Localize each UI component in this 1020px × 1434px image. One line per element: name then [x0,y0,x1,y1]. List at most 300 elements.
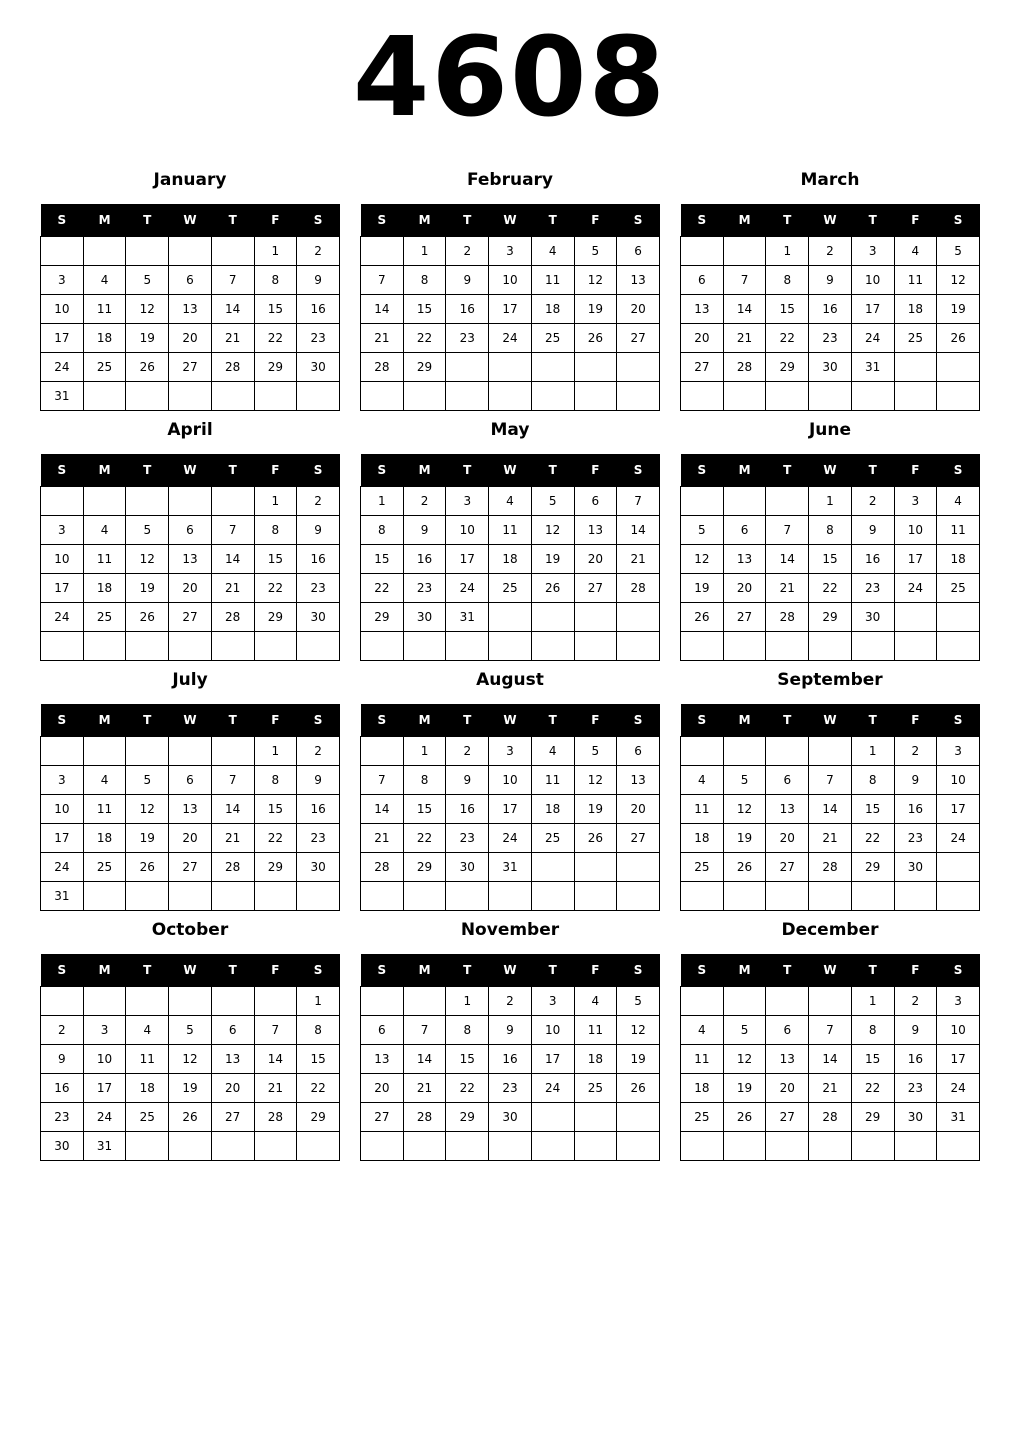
day-cell[interactable]: 8 [446,1016,489,1045]
day-cell[interactable]: 21 [361,824,404,853]
day-cell[interactable]: 16 [297,545,340,574]
day-cell[interactable]: 27 [169,353,212,382]
day-cell[interactable]: 19 [126,824,169,853]
day-cell[interactable]: 29 [361,603,404,632]
day-cell[interactable]: 8 [851,766,894,795]
day-cell[interactable]: 28 [211,353,254,382]
day-cell[interactable]: 5 [937,237,980,266]
day-cell[interactable]: 15 [403,795,446,824]
day-cell[interactable]: 6 [766,766,809,795]
day-cell[interactable]: 23 [446,324,489,353]
day-cell[interactable]: 5 [617,987,660,1016]
day-cell[interactable]: 21 [723,324,766,353]
day-cell[interactable]: 7 [361,266,404,295]
day-cell[interactable]: 30 [297,853,340,882]
day-cell[interactable]: 19 [574,295,617,324]
day-cell[interactable]: 12 [574,266,617,295]
day-cell[interactable]: 14 [809,795,852,824]
day-cell[interactable]: 6 [211,1016,254,1045]
day-cell[interactable]: 8 [403,266,446,295]
day-cell[interactable]: 27 [766,1103,809,1132]
day-cell[interactable]: 2 [297,487,340,516]
day-cell[interactable]: 2 [894,987,937,1016]
day-cell[interactable]: 28 [766,603,809,632]
day-cell[interactable]: 26 [126,853,169,882]
day-cell[interactable]: 27 [574,574,617,603]
day-cell[interactable]: 25 [894,324,937,353]
day-cell[interactable]: 7 [211,516,254,545]
day-cell[interactable]: 14 [617,516,660,545]
day-cell[interactable]: 31 [937,1103,980,1132]
day-cell[interactable]: 2 [297,737,340,766]
day-cell[interactable]: 19 [574,795,617,824]
day-cell[interactable]: 1 [254,237,297,266]
day-cell[interactable]: 18 [894,295,937,324]
day-cell[interactable]: 16 [297,795,340,824]
day-cell[interactable]: 26 [681,603,724,632]
day-cell[interactable]: 15 [254,295,297,324]
day-cell[interactable]: 18 [531,295,574,324]
day-cell[interactable]: 23 [489,1074,532,1103]
day-cell[interactable]: 15 [766,295,809,324]
day-cell[interactable]: 28 [361,353,404,382]
day-cell[interactable]: 19 [937,295,980,324]
day-cell[interactable]: 14 [723,295,766,324]
day-cell[interactable]: 3 [851,237,894,266]
day-cell[interactable]: 12 [574,766,617,795]
day-cell[interactable]: 4 [531,737,574,766]
day-cell[interactable]: 22 [254,824,297,853]
day-cell[interactable]: 28 [211,603,254,632]
day-cell[interactable]: 3 [41,266,84,295]
day-cell[interactable]: 15 [361,545,404,574]
day-cell[interactable]: 14 [254,1045,297,1074]
day-cell[interactable]: 25 [681,853,724,882]
day-cell[interactable]: 4 [83,266,126,295]
day-cell[interactable]: 1 [446,987,489,1016]
day-cell[interactable]: 23 [41,1103,84,1132]
day-cell[interactable]: 20 [681,324,724,353]
day-cell[interactable]: 6 [361,1016,404,1045]
day-cell[interactable]: 27 [617,824,660,853]
day-cell[interactable]: 24 [489,324,532,353]
day-cell[interactable]: 8 [403,766,446,795]
day-cell[interactable]: 17 [41,324,84,353]
day-cell[interactable]: 24 [41,853,84,882]
day-cell[interactable]: 27 [723,603,766,632]
day-cell[interactable]: 10 [489,266,532,295]
day-cell[interactable]: 16 [446,795,489,824]
day-cell[interactable]: 30 [41,1132,84,1161]
day-cell[interactable]: 17 [531,1045,574,1074]
day-cell[interactable]: 8 [851,1016,894,1045]
day-cell[interactable]: 26 [531,574,574,603]
day-cell[interactable]: 6 [617,237,660,266]
day-cell[interactable]: 12 [723,795,766,824]
day-cell[interactable]: 6 [169,516,212,545]
day-cell[interactable]: 4 [126,1016,169,1045]
day-cell[interactable]: 13 [681,295,724,324]
day-cell[interactable]: 30 [851,603,894,632]
day-cell[interactable]: 17 [41,574,84,603]
day-cell[interactable]: 7 [809,1016,852,1045]
day-cell[interactable]: 11 [681,1045,724,1074]
day-cell[interactable]: 9 [446,766,489,795]
day-cell[interactable]: 19 [126,324,169,353]
day-cell[interactable]: 22 [254,324,297,353]
day-cell[interactable]: 4 [489,487,532,516]
day-cell[interactable]: 20 [169,824,212,853]
day-cell[interactable]: 1 [361,487,404,516]
day-cell[interactable]: 9 [851,516,894,545]
day-cell[interactable]: 17 [489,795,532,824]
day-cell[interactable]: 3 [83,1016,126,1045]
day-cell[interactable]: 17 [41,824,84,853]
day-cell[interactable]: 3 [41,766,84,795]
day-cell[interactable]: 14 [211,795,254,824]
day-cell[interactable]: 22 [851,824,894,853]
day-cell[interactable]: 17 [894,545,937,574]
day-cell[interactable]: 15 [254,795,297,824]
day-cell[interactable]: 14 [766,545,809,574]
day-cell[interactable]: 30 [809,353,852,382]
day-cell[interactable]: 6 [169,266,212,295]
day-cell[interactable]: 29 [297,1103,340,1132]
day-cell[interactable]: 22 [361,574,404,603]
day-cell[interactable]: 12 [617,1016,660,1045]
day-cell[interactable]: 11 [531,266,574,295]
day-cell[interactable]: 27 [169,603,212,632]
day-cell[interactable]: 9 [403,516,446,545]
day-cell[interactable]: 13 [169,295,212,324]
day-cell[interactable]: 2 [446,237,489,266]
day-cell[interactable]: 26 [126,353,169,382]
day-cell[interactable]: 19 [531,545,574,574]
day-cell[interactable]: 22 [809,574,852,603]
day-cell[interactable]: 30 [894,1103,937,1132]
day-cell[interactable]: 2 [809,237,852,266]
day-cell[interactable]: 18 [126,1074,169,1103]
day-cell[interactable]: 10 [41,545,84,574]
day-cell[interactable]: 9 [41,1045,84,1074]
day-cell[interactable]: 24 [937,1074,980,1103]
day-cell[interactable]: 30 [403,603,446,632]
day-cell[interactable]: 3 [531,987,574,1016]
day-cell[interactable]: 25 [531,324,574,353]
day-cell[interactable]: 12 [126,795,169,824]
day-cell[interactable]: 2 [41,1016,84,1045]
day-cell[interactable]: 13 [574,516,617,545]
day-cell[interactable]: 19 [723,824,766,853]
day-cell[interactable]: 9 [297,266,340,295]
day-cell[interactable]: 31 [446,603,489,632]
day-cell[interactable]: 13 [723,545,766,574]
day-cell[interactable]: 13 [211,1045,254,1074]
day-cell[interactable]: 5 [531,487,574,516]
day-cell[interactable]: 21 [617,545,660,574]
day-cell[interactable]: 30 [446,853,489,882]
day-cell[interactable]: 10 [894,516,937,545]
day-cell[interactable]: 27 [681,353,724,382]
day-cell[interactable]: 1 [766,237,809,266]
day-cell[interactable]: 8 [766,266,809,295]
day-cell[interactable]: 12 [681,545,724,574]
day-cell[interactable]: 11 [489,516,532,545]
day-cell[interactable]: 24 [41,353,84,382]
day-cell[interactable]: 7 [254,1016,297,1045]
day-cell[interactable]: 24 [851,324,894,353]
day-cell[interactable]: 21 [211,324,254,353]
day-cell[interactable]: 11 [531,766,574,795]
day-cell[interactable]: 28 [617,574,660,603]
day-cell[interactable]: 16 [851,545,894,574]
day-cell[interactable]: 24 [937,824,980,853]
day-cell[interactable]: 9 [894,766,937,795]
day-cell[interactable]: 19 [126,574,169,603]
day-cell[interactable]: 18 [681,1074,724,1103]
day-cell[interactable]: 10 [531,1016,574,1045]
day-cell[interactable]: 24 [446,574,489,603]
day-cell[interactable]: 3 [41,516,84,545]
day-cell[interactable]: 2 [297,237,340,266]
day-cell[interactable]: 15 [297,1045,340,1074]
day-cell[interactable]: 11 [126,1045,169,1074]
day-cell[interactable]: 23 [297,824,340,853]
day-cell[interactable]: 29 [254,603,297,632]
day-cell[interactable]: 26 [723,853,766,882]
day-cell[interactable]: 7 [211,266,254,295]
day-cell[interactable]: 18 [937,545,980,574]
day-cell[interactable]: 5 [169,1016,212,1045]
day-cell[interactable]: 8 [254,516,297,545]
day-cell[interactable]: 8 [809,516,852,545]
day-cell[interactable]: 4 [83,766,126,795]
day-cell[interactable]: 26 [574,824,617,853]
day-cell[interactable]: 3 [489,237,532,266]
day-cell[interactable]: 15 [809,545,852,574]
day-cell[interactable]: 29 [851,1103,894,1132]
day-cell[interactable]: 20 [211,1074,254,1103]
day-cell[interactable]: 6 [617,737,660,766]
day-cell[interactable]: 22 [403,324,446,353]
day-cell[interactable]: 16 [403,545,446,574]
day-cell[interactable]: 4 [531,237,574,266]
day-cell[interactable]: 18 [681,824,724,853]
day-cell[interactable]: 21 [254,1074,297,1103]
day-cell[interactable]: 30 [297,353,340,382]
day-cell[interactable]: 21 [809,1074,852,1103]
day-cell[interactable]: 10 [41,795,84,824]
day-cell[interactable]: 8 [297,1016,340,1045]
day-cell[interactable]: 29 [254,853,297,882]
day-cell[interactable]: 23 [809,324,852,353]
day-cell[interactable]: 25 [531,824,574,853]
day-cell[interactable]: 7 [809,766,852,795]
day-cell[interactable]: 11 [83,545,126,574]
day-cell[interactable]: 9 [446,266,489,295]
day-cell[interactable]: 4 [894,237,937,266]
day-cell[interactable]: 20 [617,295,660,324]
day-cell[interactable]: 29 [446,1103,489,1132]
day-cell[interactable]: 10 [446,516,489,545]
day-cell[interactable]: 5 [574,737,617,766]
day-cell[interactable]: 20 [617,795,660,824]
day-cell[interactable]: 19 [681,574,724,603]
day-cell[interactable]: 29 [403,353,446,382]
day-cell[interactable]: 12 [723,1045,766,1074]
day-cell[interactable]: 20 [766,1074,809,1103]
day-cell[interactable]: 9 [809,266,852,295]
day-cell[interactable]: 21 [403,1074,446,1103]
day-cell[interactable]: 9 [489,1016,532,1045]
day-cell[interactable]: 24 [489,824,532,853]
day-cell[interactable]: 21 [211,824,254,853]
day-cell[interactable]: 28 [809,1103,852,1132]
day-cell[interactable]: 9 [297,766,340,795]
day-cell[interactable]: 17 [851,295,894,324]
day-cell[interactable]: 31 [851,353,894,382]
day-cell[interactable]: 28 [254,1103,297,1132]
day-cell[interactable]: 6 [169,766,212,795]
day-cell[interactable]: 10 [41,295,84,324]
day-cell[interactable]: 14 [361,295,404,324]
day-cell[interactable]: 29 [809,603,852,632]
day-cell[interactable]: 14 [361,795,404,824]
day-cell[interactable]: 29 [851,853,894,882]
day-cell[interactable]: 31 [489,853,532,882]
day-cell[interactable]: 28 [723,353,766,382]
day-cell[interactable]: 13 [169,545,212,574]
day-cell[interactable]: 20 [723,574,766,603]
day-cell[interactable]: 23 [403,574,446,603]
day-cell[interactable]: 16 [489,1045,532,1074]
day-cell[interactable]: 18 [574,1045,617,1074]
day-cell[interactable]: 17 [937,1045,980,1074]
day-cell[interactable]: 7 [211,766,254,795]
day-cell[interactable]: 13 [766,1045,809,1074]
day-cell[interactable]: 18 [489,545,532,574]
day-cell[interactable]: 31 [41,882,84,911]
day-cell[interactable]: 16 [894,1045,937,1074]
day-cell[interactable]: 1 [851,987,894,1016]
day-cell[interactable]: 25 [83,603,126,632]
day-cell[interactable]: 13 [617,766,660,795]
day-cell[interactable]: 23 [851,574,894,603]
day-cell[interactable]: 21 [361,324,404,353]
day-cell[interactable]: 19 [617,1045,660,1074]
day-cell[interactable]: 12 [126,545,169,574]
day-cell[interactable]: 17 [83,1074,126,1103]
day-cell[interactable]: 5 [126,766,169,795]
day-cell[interactable]: 30 [894,853,937,882]
day-cell[interactable]: 15 [851,795,894,824]
day-cell[interactable]: 22 [766,324,809,353]
day-cell[interactable]: 3 [894,487,937,516]
day-cell[interactable]: 5 [723,1016,766,1045]
day-cell[interactable]: 1 [297,987,340,1016]
day-cell[interactable]: 3 [937,987,980,1016]
day-cell[interactable]: 27 [617,324,660,353]
day-cell[interactable]: 20 [169,574,212,603]
day-cell[interactable]: 16 [446,295,489,324]
day-cell[interactable]: 27 [211,1103,254,1132]
day-cell[interactable]: 1 [254,487,297,516]
day-cell[interactable]: 7 [617,487,660,516]
day-cell[interactable]: 22 [851,1074,894,1103]
day-cell[interactable]: 3 [489,737,532,766]
day-cell[interactable]: 23 [894,824,937,853]
day-cell[interactable]: 26 [617,1074,660,1103]
day-cell[interactable]: 20 [766,824,809,853]
day-cell[interactable]: 3 [937,737,980,766]
day-cell[interactable]: 17 [446,545,489,574]
day-cell[interactable]: 8 [254,766,297,795]
day-cell[interactable]: 7 [766,516,809,545]
day-cell[interactable]: 15 [403,295,446,324]
day-cell[interactable]: 20 [361,1074,404,1103]
day-cell[interactable]: 12 [169,1045,212,1074]
day-cell[interactable]: 4 [937,487,980,516]
day-cell[interactable]: 13 [617,266,660,295]
day-cell[interactable]: 5 [723,766,766,795]
day-cell[interactable]: 5 [126,266,169,295]
day-cell[interactable]: 2 [403,487,446,516]
day-cell[interactable]: 18 [83,324,126,353]
day-cell[interactable]: 23 [297,574,340,603]
day-cell[interactable]: 15 [851,1045,894,1074]
day-cell[interactable]: 12 [126,295,169,324]
day-cell[interactable]: 31 [83,1132,126,1161]
day-cell[interactable]: 26 [574,324,617,353]
day-cell[interactable]: 12 [531,516,574,545]
day-cell[interactable]: 15 [254,545,297,574]
day-cell[interactable]: 16 [297,295,340,324]
day-cell[interactable]: 27 [361,1103,404,1132]
day-cell[interactable]: 25 [126,1103,169,1132]
day-cell[interactable]: 6 [574,487,617,516]
day-cell[interactable]: 25 [681,1103,724,1132]
day-cell[interactable]: 22 [254,574,297,603]
day-cell[interactable]: 4 [681,766,724,795]
day-cell[interactable]: 24 [41,603,84,632]
day-cell[interactable]: 23 [297,324,340,353]
day-cell[interactable]: 26 [937,324,980,353]
day-cell[interactable]: 15 [446,1045,489,1074]
day-cell[interactable]: 10 [937,1016,980,1045]
day-cell[interactable]: 17 [489,295,532,324]
day-cell[interactable]: 29 [403,853,446,882]
day-cell[interactable]: 11 [83,795,126,824]
day-cell[interactable]: 28 [211,853,254,882]
day-cell[interactable]: 17 [937,795,980,824]
day-cell[interactable]: 20 [574,545,617,574]
day-cell[interactable]: 1 [851,737,894,766]
day-cell[interactable]: 11 [894,266,937,295]
day-cell[interactable]: 28 [361,853,404,882]
day-cell[interactable]: 6 [723,516,766,545]
day-cell[interactable]: 3 [446,487,489,516]
day-cell[interactable]: 9 [297,516,340,545]
day-cell[interactable]: 26 [126,603,169,632]
day-cell[interactable]: 1 [403,737,446,766]
day-cell[interactable]: 25 [489,574,532,603]
day-cell[interactable]: 16 [809,295,852,324]
day-cell[interactable]: 14 [211,545,254,574]
day-cell[interactable]: 13 [361,1045,404,1074]
day-cell[interactable]: 23 [446,824,489,853]
day-cell[interactable]: 1 [254,737,297,766]
day-cell[interactable]: 13 [766,795,809,824]
